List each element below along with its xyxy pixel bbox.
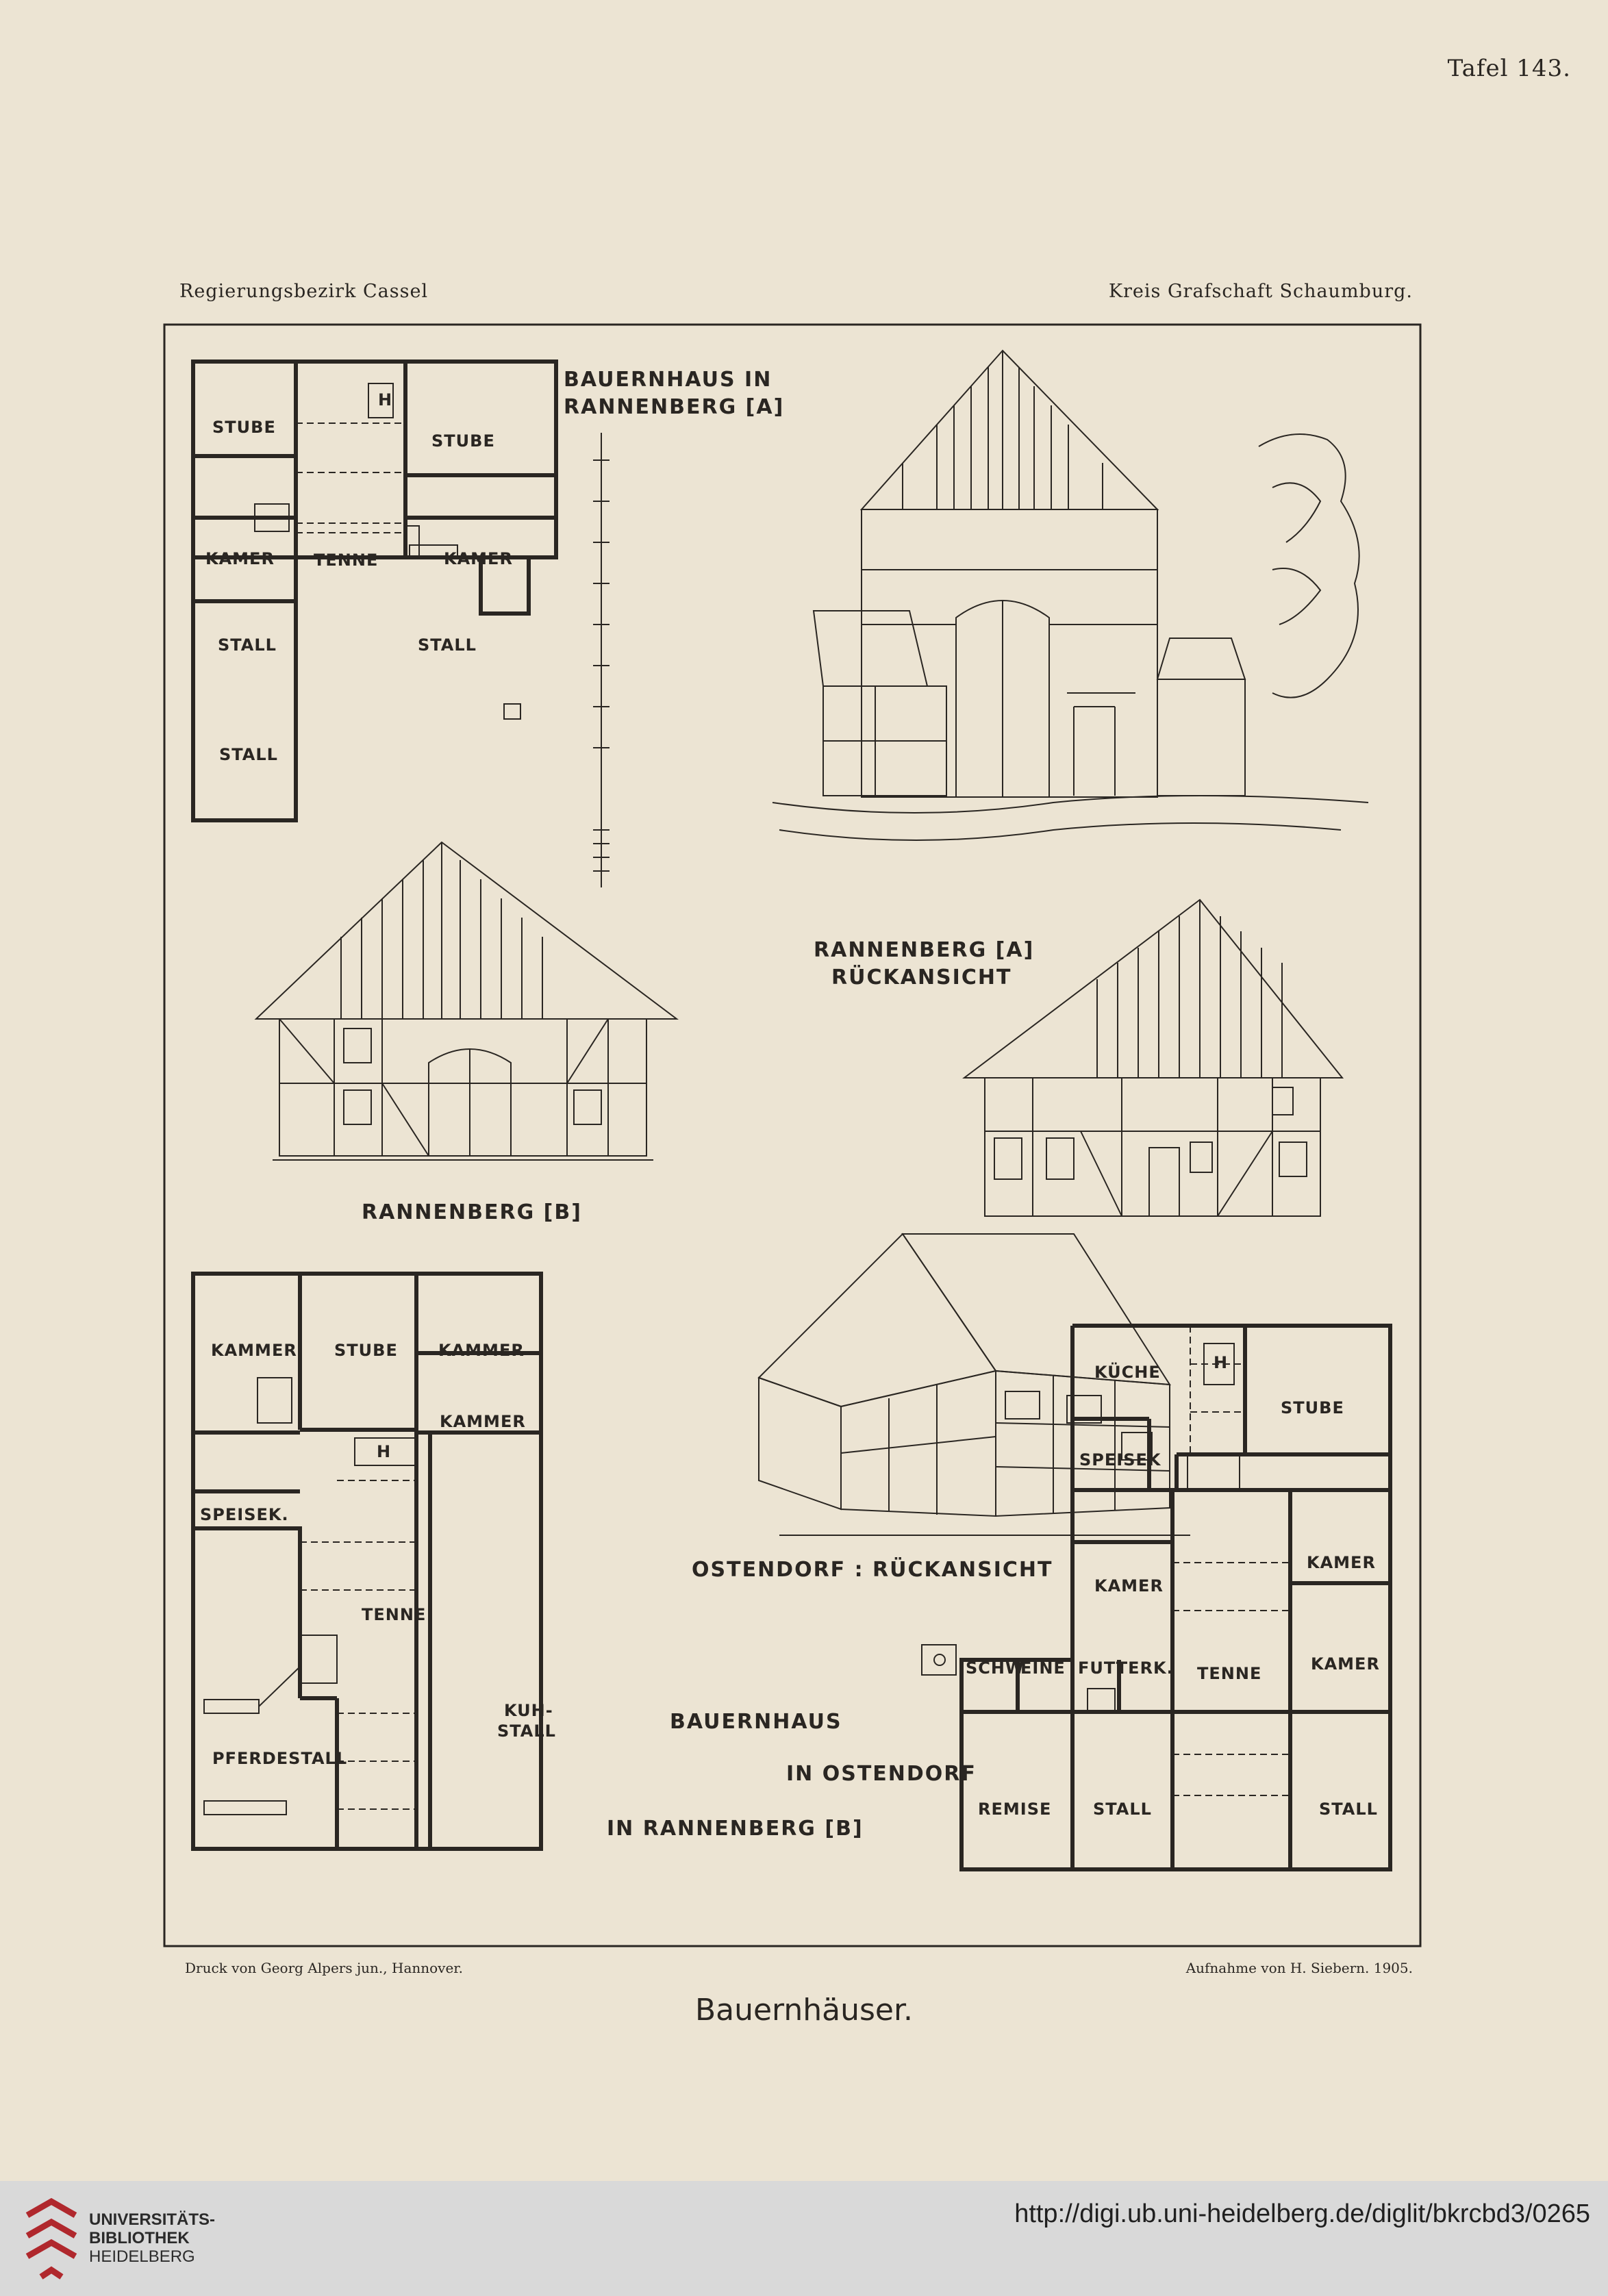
plan-c-stall-m: STALL	[1093, 1800, 1152, 1819]
plan-c-kammer-l: KAMER	[1094, 1576, 1164, 1595]
title-c-line2: IN OSTENDORF	[786, 1762, 977, 1786]
plan-c-futterk: FUTTERK.	[1078, 1658, 1174, 1678]
view-b-label: RANNENBERG [B]	[362, 1200, 582, 1224]
perspective-sketch-a	[772, 351, 1368, 840]
plan-c-stube: STUBE	[1281, 1398, 1344, 1417]
viewer-footer	[0, 2181, 1608, 2296]
library-line2: BIBLIOTHEK	[89, 2229, 190, 2247]
plan-a-kammer-right: KAMER	[444, 549, 513, 568]
plan-b-tenne: TENNE	[362, 1605, 427, 1624]
plate-number: Tafel 143.	[1447, 55, 1571, 82]
plan-b-kammer-tl: KAMMER	[211, 1341, 297, 1360]
plan-a-stall-right: STALL	[418, 635, 477, 655]
plan-c-herd: H	[1214, 1353, 1229, 1372]
title-a-line1: BAUERNHAUS IN	[564, 368, 772, 392]
plan-c-kammer-r2: KAMER	[1311, 1654, 1380, 1674]
plan-b-herd: H	[377, 1442, 392, 1461]
plan-c-remise: REMISE	[978, 1800, 1052, 1819]
title-c-line1: BAUERNHAUS	[670, 1710, 842, 1734]
plan-a-stube-left: STUBE	[212, 418, 276, 437]
elevation-b	[256, 842, 677, 1160]
plan-a-tenne: TENNE	[314, 551, 379, 570]
library-logo-icon	[21, 2195, 82, 2291]
plan-a-herd: H	[378, 390, 393, 409]
title-a-line2: RANNENBERG [A]	[564, 395, 785, 419]
plan-b-pferdestall: PFERDESTALL	[212, 1749, 348, 1768]
region-right: Kreis Grafschaft Schaumburg.	[1108, 281, 1413, 302]
plan-a-stall-left: STALL	[218, 635, 277, 655]
scale-bar	[593, 433, 610, 887]
stair-b	[257, 1378, 292, 1423]
plan-b-stube: STUBE	[334, 1341, 398, 1360]
photographer-credit: Aufnahme von H. Siebern. 1905.	[1185, 1960, 1413, 1976]
plan-c-eine: EINE	[1020, 1658, 1066, 1678]
region-left: Regierungsbezirk Cassel	[179, 281, 429, 302]
plan-c-schw: SCHW	[966, 1658, 1025, 1678]
plan-b-kuhstall-1: KUH-	[504, 1701, 553, 1720]
drawing-plate	[163, 323, 1422, 1947]
plan-b-kammer-tr: KAMMER	[438, 1341, 525, 1360]
plan-c-speisek: SPEISEK	[1079, 1450, 1161, 1469]
printer-credit: Druck von Georg Alpers jun., Hannover.	[185, 1960, 464, 1976]
plan-a-stall-bottom: STALL	[219, 745, 278, 764]
permalink-url[interactable]: http://digi.ub.uni-heidelberg.de/diglit/bkrcbd3/0265	[1014, 2199, 1590, 2228]
plan-b-speisek: SPEISEK.	[200, 1505, 289, 1524]
plan-b-kuhstall-2: STALL	[497, 1721, 556, 1741]
library-line3: HEIDELBERG	[89, 2247, 195, 2266]
plan-a-kammer-left: KAMER	[205, 549, 275, 568]
plate-caption: Bauernhäuser.	[694, 1993, 914, 2028]
view-a-line2: RÜCKANSICHT	[831, 966, 1012, 989]
plan-c-kueche: KÜCHE	[1094, 1363, 1161, 1382]
plan-c-kammer-r: KAMER	[1307, 1553, 1376, 1572]
plan-c-tenne: TENNE	[1197, 1664, 1262, 1683]
library-line1: UNIVERSITÄTS-	[89, 2210, 216, 2229]
plan-a-stube-right: STUBE	[431, 431, 495, 451]
view-a-line1: RANNENBERG [A]	[814, 938, 1035, 962]
view-ostendorf-label: OSTENDORF : RÜCKANSICHT	[692, 1558, 1053, 1582]
library-name	[89, 2210, 215, 2266]
plan-b-kammer-r2: KAMMER	[440, 1412, 526, 1431]
title-c-line3: IN RANNENBERG [B]	[607, 1817, 864, 1841]
plan-c-stall-r: STALL	[1319, 1800, 1378, 1819]
